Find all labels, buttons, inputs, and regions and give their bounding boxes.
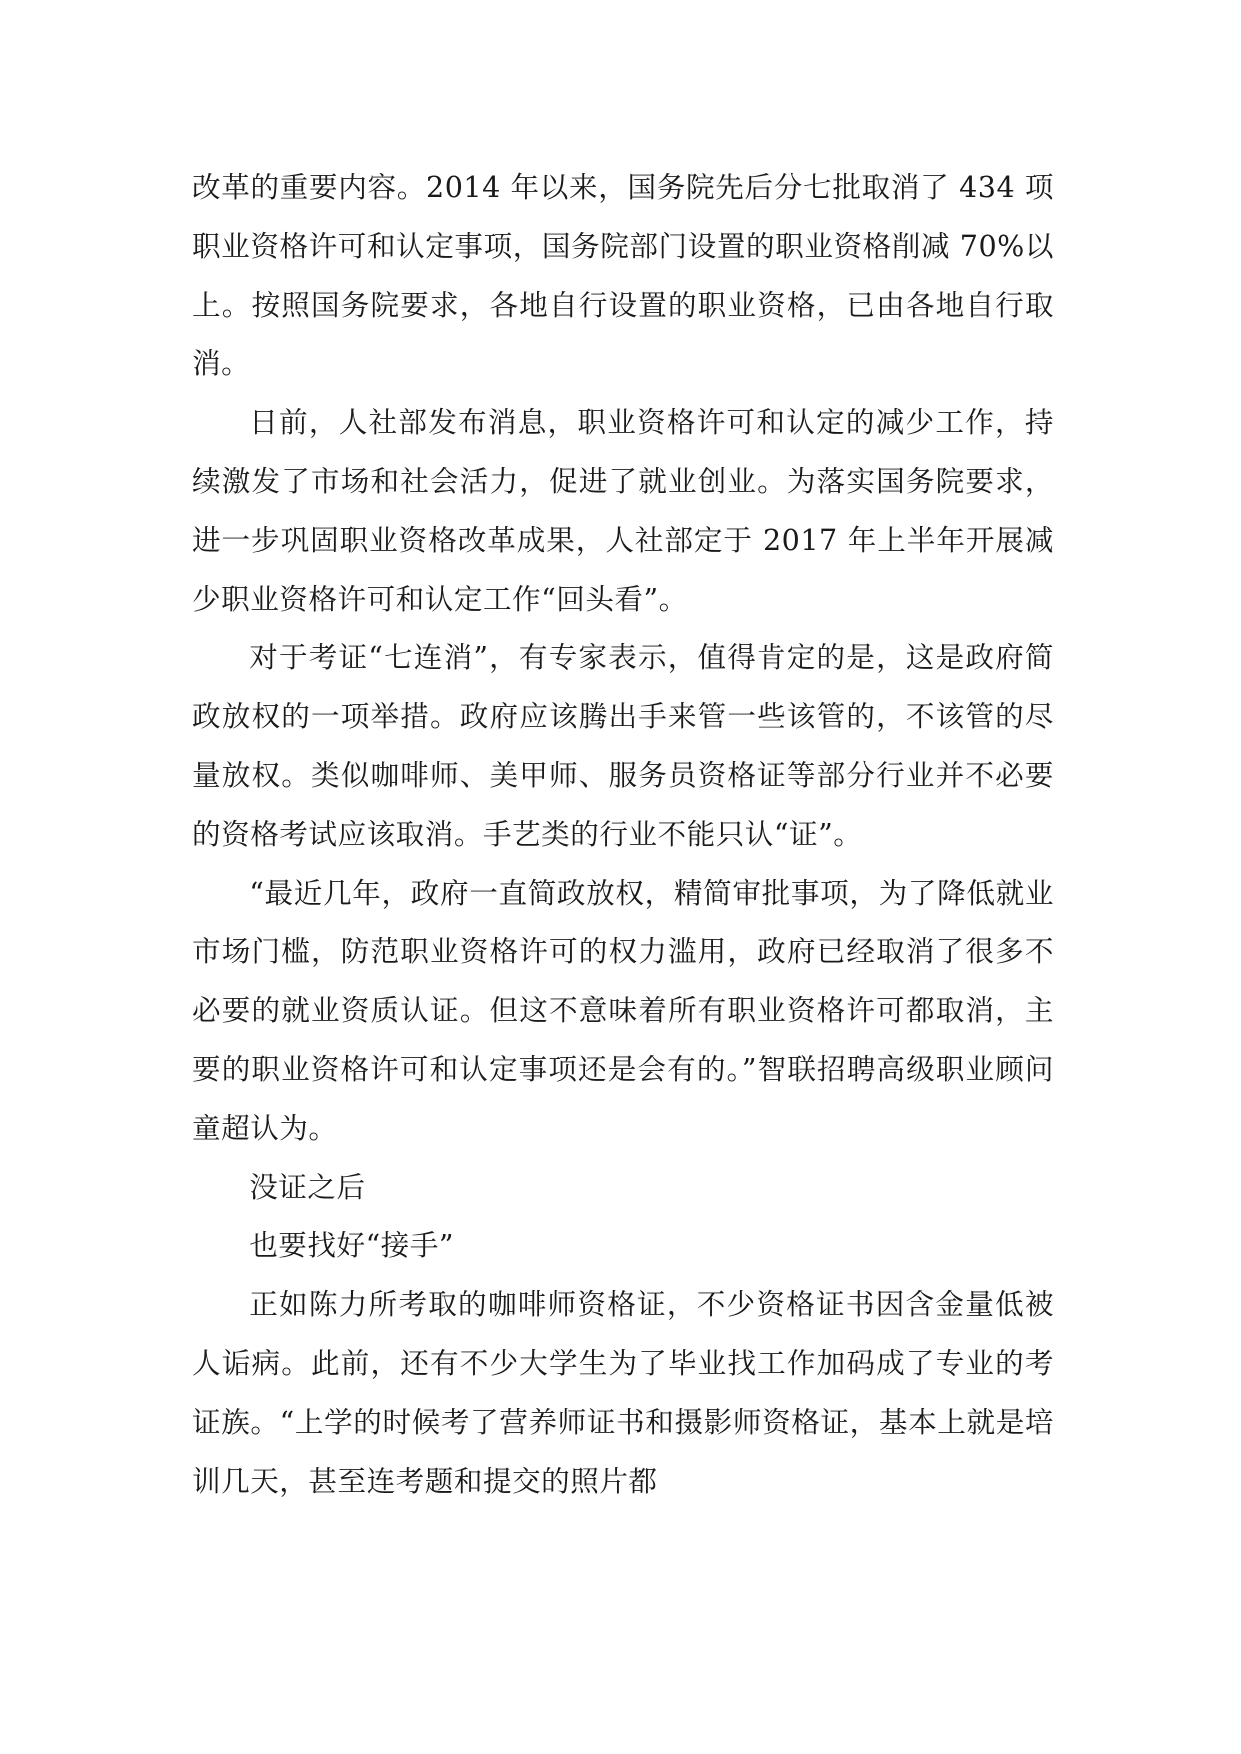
- section-heading-line-2: 也要找好“接手”: [249, 1228, 454, 1263]
- paragraph-expert-opinion: 对于考证“七连消”，有专家表示，值得肯定的是，这是政府简政放权的一项举措。政府应该腾出手来管一些该管的，不该管的尽量放权。类似咖啡师、美甲师、服务员资格证等部分行业并不必要的资格考试应该取消。手艺类的行业不能只认“证”。: [192, 640, 1054, 851]
- section-heading-line-1: 没证之后: [249, 1169, 366, 1204]
- paragraph-quote: “最近几年，政府一直简政放权，精简审批事项，为了降低就业市场门槛，防范职业资格许可的权力滥用，政府已经取消了很多不必要的就业资质认证。但这不意味着所有职业资格许可都取消，主要的职业资格许可和认定事项还是会有的。”智联招聘高级职业顾问童超认为。: [192, 875, 1054, 1145]
- paragraph-certificate-value: 正如陈力所考取的咖啡师资格证，不少资格证书因含金量低被人诟病。此前，还有不少大学生为了毕业找工作加码成了专业的考证族。“上学的时候考了营养师证书和摄影师资格证，基本上就是培训几天，甚至连考题和提交的照片都: [192, 1287, 1054, 1498]
- article-body: [192, 158, 1054, 1510]
- paragraph-mohrss-announcement: 日前，人社部发布消息，职业资格许可和认定的减少工作，持续激发了市场和社会活力，促进了就业创业。为落实国务院要求，进一步巩固职业资格改革成果，人社部定于 2017 年上半年开展减少职业资格许可和认定工作“回头看”。: [192, 405, 1054, 616]
- paragraph-continued: 改革的重要内容。2014 年以来，国务院先后分七批取消了 434 项职业资格许可和认定事项，国务院部门设置的职业资格削减 70%以上。按照国务院要求，各地自行设置的职业资格，已由各地自行取消。: [192, 170, 1054, 381]
